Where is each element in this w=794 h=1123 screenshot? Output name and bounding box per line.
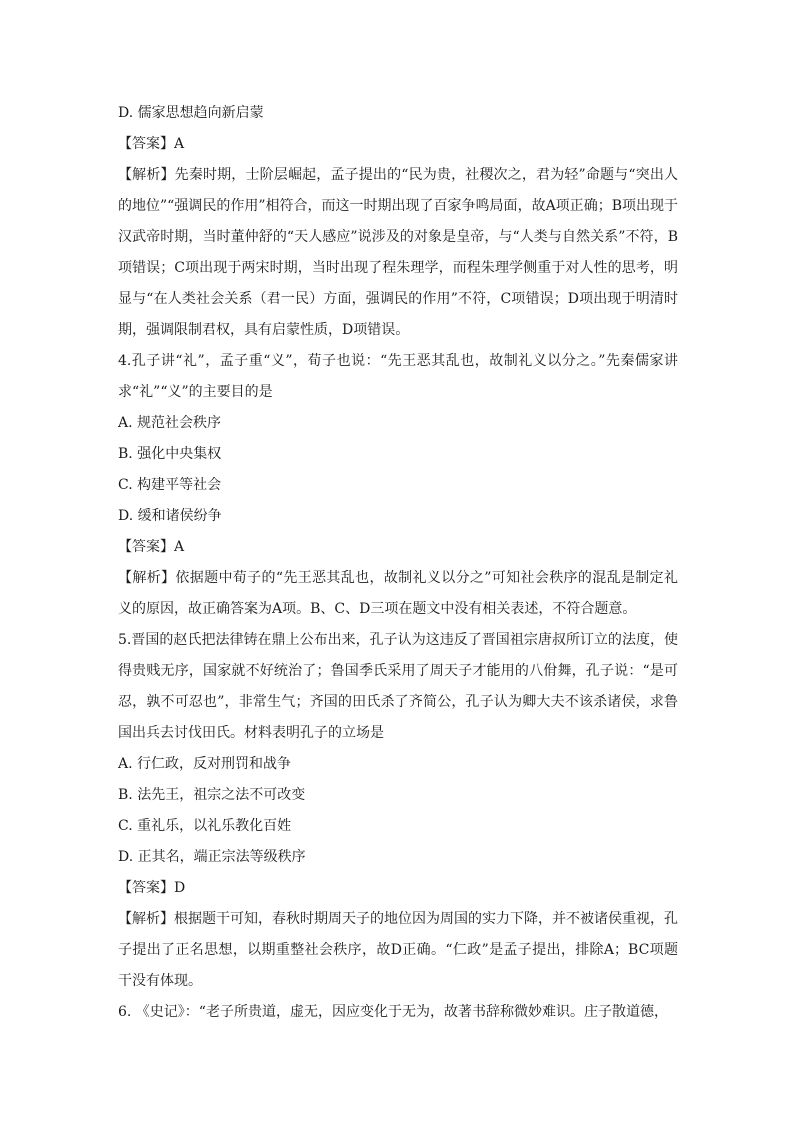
q5-option-b: B. 法先王，祖宗之法不可改变 [118,787,306,803]
document-body [118,98,678,1028]
q3-analysis: 【解析】先秦时期，士阶层崛起，孟子提出的“民为贵，社稷次之，君为轻”命题与“突出人的地位”“强调民的作用”相符合，而这一时期出现了百家争鸣局面，故A项正确；B项出现于汉武帝时期，当时董仲舒的“天人感应”说涉及的对象是皇帝，与“人类与自然关系”不符，B项错误；C项出现于两宋时期，当时出现了程朱理学，而程朱理学侧重于对人性的思考，明显与“在人类社会关系（君一民）方面，强调民的作用”不符，C项错误；D项出现于明清时期，强调限制君权，具有启蒙性质，D项错误。 [118,167,678,338]
q5-answer: 【答案】D [118,880,186,896]
q5-stem: 5.晋国的赵氏把法律铸在鼎上公布出来，孔子认为这违反了晋国祖宗唐叔所订立的法度，使得贵贱无序，国家就不好统治了；鲁国季氏采用了周天子才能用的八佾舞，孔子说：“是可忍，孰不可忍也”，非常生气；齐国的田氏杀了齐简公，孔子认为卿大夫不该杀诸侯，求鲁国出兵去讨伐田氏。材料表明孔子的立场是 [118,632,678,741]
q3-option-d: D. 儒家思想趋向新启蒙 [118,105,264,121]
q5-option-c: C. 重礼乐，以礼乐教化百姓 [118,818,292,834]
q4-analysis: 【解析】依据题中荀子的“先王恶其乱也，故制礼义以分之”可知社会秩序的混乱是制定礼义的原因，故正确答案为A项。B、C、D三项在题文中没有相关表述，不符合题意。 [118,570,678,617]
q4-option-d: D. 缓和诸侯纷争 [118,508,222,524]
q4-answer: 【答案】A [118,539,185,555]
q5-option-d: D. 正其名，端正宗法等级秩序 [118,849,306,865]
q5-option-a: A. 行仁政，反对刑罚和战争 [118,756,292,772]
q5-analysis: 【解析】根据题干可知，春秋时期周天子的地位因为周国的实力下降，并不被诸侯重视，孔子提出了正名思想，以期重整社会秩序，故D正确。“仁政”是孟子提出，排除A；BC项题干没有体现。 [118,911,678,989]
q6-stem: 6. 《史记》：“老子所贵道，虚无，因应变化于无为，故著书辞称微妙难识。庄子散道德， [118,1004,668,1020]
q4-option-c: C. 构建平等社会 [118,477,222,493]
q4-option-b: B. 强化中央集权 [118,446,222,462]
q4-stem: 4.孔子讲“礼”，孟子重“义”，荀子也说：“先王恶其乱也，故制礼义以分之。”先秦儒家讲求“礼”“义”的主要目的是 [118,353,678,400]
q4-option-a: A. 规范社会秩序 [118,415,222,431]
q3-answer: 【答案】A [118,136,185,152]
